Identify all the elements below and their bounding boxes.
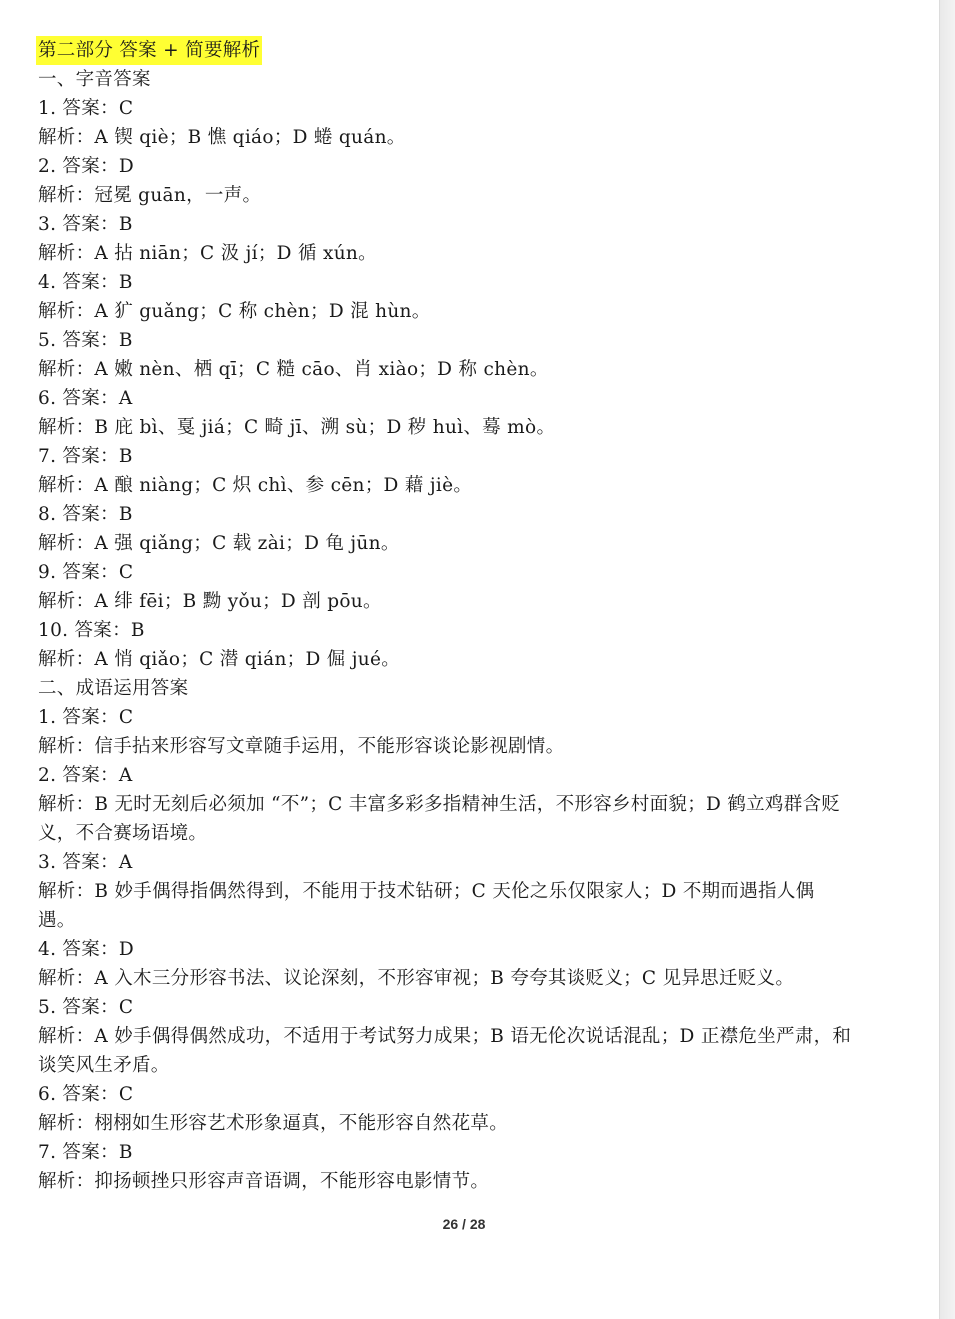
answer-line: 2. 答案：A	[38, 765, 133, 786]
analysis-line: 解析：A 拈 niān；C 汲 jí；D 循 xún。	[38, 243, 377, 264]
answer-line: 9. 答案：C	[38, 562, 134, 583]
answer-line: 5. 答案：C	[38, 997, 134, 1018]
answer-line: 4. 答案：D	[38, 939, 134, 960]
analysis-line: 解析：A 绯 fēi；B 黝 yǒu；D 剖 pōu。	[38, 591, 382, 612]
analysis-line: 解析：A 悄 qiǎo；C 潜 qián；D 倔 jué。	[38, 649, 401, 670]
analysis-line-continued: 义，不合赛场语境。	[38, 823, 208, 844]
analysis-line: 解析：B 妙手偶得指偶然得到，不能用于技术钻研；C 天伦之乐仅限家人；D 不期而遇指人偶	[38, 881, 815, 902]
analysis-line: 解析：A 锲 qiè；B 憔 qiáo；D 蜷 quán。	[38, 127, 406, 148]
analysis-line: 解析：抑扬顿挫只形容声音语调，不能形容电影情节。	[38, 1171, 490, 1192]
section1-list	[38, 94, 888, 674]
section-title: 一、字音答案	[38, 69, 151, 90]
answer-line: 7. 答案：B	[38, 446, 133, 467]
analysis-line-continued: 遇。	[38, 910, 76, 931]
page-number: 26 / 28	[442, 1216, 486, 1232]
answer-line: 6. 答案：A	[38, 388, 133, 409]
part-heading-line	[38, 36, 888, 65]
answer-line: 1. 答案：C	[38, 98, 134, 119]
part-heading: 第二部分 答案 + 简要解析	[36, 36, 262, 65]
analysis-line: 解析：B 无时无刻后必须加 “不”；C 丰富多彩多指精神生活，不形容乡村面貌；D 鹤立鸡群含贬	[38, 794, 841, 815]
analysis-line: 解析：B 庇 bì、戛 jiá；C 畸 jī、溯 sù；D 秽 huì、蓦 mò。	[38, 417, 556, 438]
analysis-line: 解析：A 犷 guǎng；C 称 chèn；D 混 hùn。	[38, 301, 431, 322]
analysis-line: 解析：信手拈来形容写文章随手运用，不能形容谈论影视剧情。	[38, 736, 565, 757]
answer-line: 3. 答案：A	[38, 852, 133, 873]
analysis-line: 解析：栩栩如生形容艺术形象逼真，不能形容自然花草。	[38, 1113, 509, 1134]
analysis-line: 解析：冠冕 guān，一声。	[38, 185, 262, 206]
analysis-line: 解析：A 酿 niàng；C 炽 chì、参 cēn；D 藉 jiè。	[38, 475, 473, 496]
answer-line: 5. 答案：B	[38, 330, 133, 351]
analysis-line: 解析：A 入木三分形容书法、议论深刻，不形容审视；B 夸夸其谈贬义；C 见异思迁贬义。	[38, 968, 795, 989]
answer-line: 8. 答案：B	[38, 504, 133, 525]
viewer-edge	[939, 0, 955, 1319]
analysis-line: 解析：A 强 qiǎng；C 载 zài；D 龟 jūn。	[38, 533, 400, 554]
answer-line: 6. 答案：C	[38, 1084, 134, 1105]
answer-line: 2. 答案：D	[38, 156, 134, 177]
section2-list	[38, 703, 888, 1196]
answer-line: 4. 答案：B	[38, 272, 133, 293]
answer-line: 1. 答案：C	[38, 707, 134, 728]
answer-content	[38, 36, 888, 1196]
answer-line: 10. 答案：B	[38, 620, 145, 641]
section-title: 二、成语运用答案	[38, 678, 189, 699]
analysis-line-continued: 谈笑风生矛盾。	[38, 1055, 170, 1076]
answer-line: 3. 答案：B	[38, 214, 133, 235]
analysis-line: 解析：A 妙手偶得偶然成功，不适用于考试努力成果；B 语无伦次说话混乱；D 正襟危坐严肃，和	[38, 1026, 852, 1047]
analysis-line: 解析：A 嫩 nèn、栖 qī；C 糙 cāo、肖 xiào；D 称 chèn。	[38, 359, 549, 380]
answer-line: 7. 答案：B	[38, 1142, 133, 1163]
